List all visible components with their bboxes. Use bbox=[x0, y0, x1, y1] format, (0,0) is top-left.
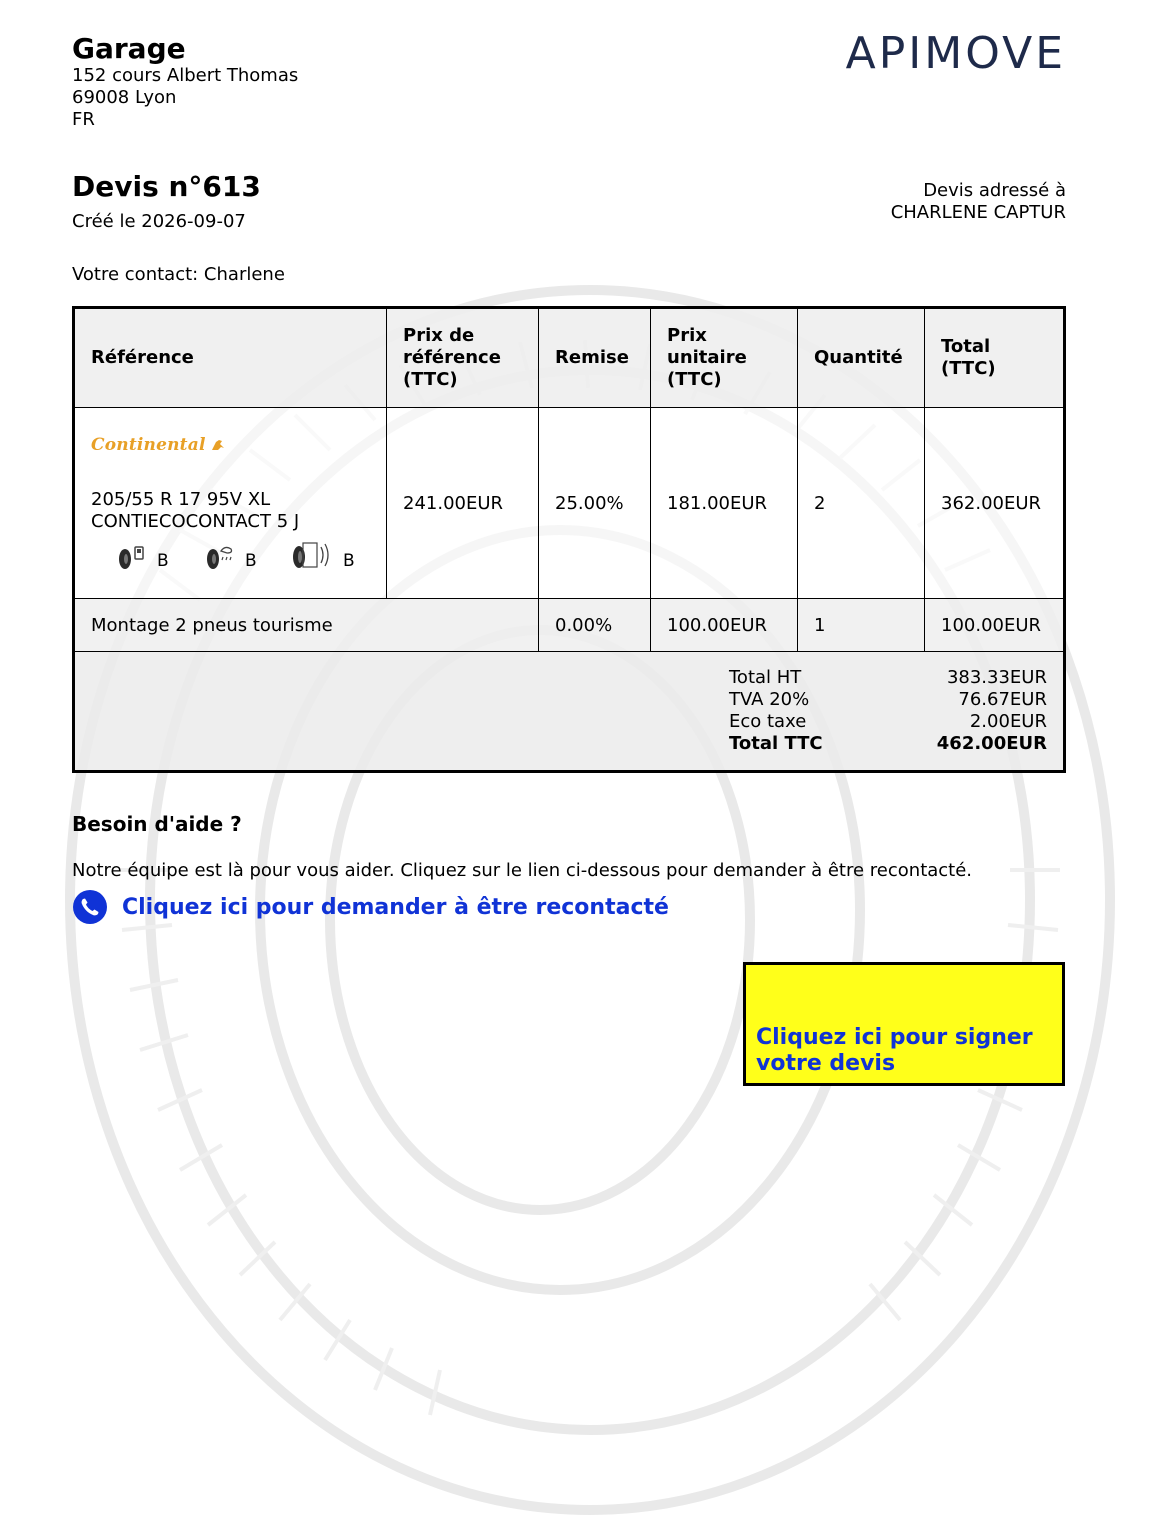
discount-cell: 0.00% bbox=[539, 599, 651, 652]
totals-row bbox=[74, 652, 1065, 772]
fuel-label bbox=[91, 543, 179, 571]
phone-icon bbox=[72, 889, 108, 925]
eco-tax-value: 2.00EUR bbox=[969, 711, 1047, 732]
tire-description bbox=[91, 489, 370, 533]
horse-icon bbox=[210, 438, 226, 452]
discount-cell: 25.00% bbox=[539, 408, 651, 599]
noise-label bbox=[267, 539, 355, 571]
tire-size: 205/55 R 17 95V XL bbox=[91, 489, 271, 510]
brand-name: Continental bbox=[91, 435, 206, 455]
fuel-efficiency-icon bbox=[113, 543, 147, 571]
fuel-grade: B bbox=[157, 551, 169, 571]
garage-address-line2: 69008 Lyon bbox=[72, 87, 177, 108]
table-row bbox=[74, 408, 1065, 599]
unit-price-cell: 100.00EUR bbox=[651, 599, 798, 652]
header-discount: Remise bbox=[539, 308, 651, 408]
recipient-name: CHARLENE CAPTUR bbox=[890, 202, 1066, 223]
noise-icon bbox=[289, 539, 333, 571]
header-reference: Référence bbox=[74, 308, 387, 408]
help-title: Besoin d'aide ? bbox=[72, 812, 242, 836]
total-cell: 362.00EUR bbox=[925, 408, 1065, 599]
noise-grade: B bbox=[343, 551, 355, 571]
wet-grip-grade: B bbox=[245, 551, 257, 571]
garage-info bbox=[72, 33, 298, 131]
tire-model: CONTIECOCONTACT 5 J bbox=[91, 511, 300, 532]
table-row bbox=[74, 599, 1065, 652]
recipient-label: Devis adressé à bbox=[923, 180, 1066, 201]
unit-price-cell: 181.00EUR bbox=[651, 408, 798, 599]
eco-tax-label: Eco taxe bbox=[729, 711, 807, 732]
total-ht-label: Total HT bbox=[729, 667, 802, 688]
totals-summary bbox=[729, 667, 1047, 755]
vat-value: 76.67EUR bbox=[958, 689, 1047, 710]
garage-address-line1: 152 cours Albert Thomas bbox=[72, 65, 299, 86]
quote-created-date: Créé le 2026-09-07 bbox=[72, 211, 246, 232]
header-total: Total (TTC) bbox=[925, 308, 1065, 408]
quantity-cell: 2 bbox=[798, 408, 925, 599]
callback-link-label[interactable]: Cliquez ici pour demander à être recontacté bbox=[122, 894, 669, 920]
quote-table bbox=[72, 306, 1066, 773]
service-description-cell: Montage 2 pneus tourisme bbox=[74, 599, 539, 652]
vat-label: TVA 20% bbox=[729, 689, 810, 710]
tire-reference-cell bbox=[74, 408, 387, 599]
table-header-row bbox=[74, 308, 1065, 408]
logo-text: APIMOVE bbox=[845, 27, 1066, 79]
total-ttc-label: Total TTC bbox=[729, 733, 823, 754]
header-reference-price: Prix de référence (TTC) bbox=[387, 308, 539, 408]
apimove-logo bbox=[845, 27, 1066, 79]
help-text: Notre équipe est là pour vous aider. Cliquez sur le lien ci-dessous pour demander à être recontacté. bbox=[72, 860, 973, 881]
callback-link[interactable] bbox=[72, 889, 669, 925]
eu-tire-labels bbox=[91, 539, 370, 571]
quantity-cell: 1 bbox=[798, 599, 925, 652]
garage-name: Garage bbox=[72, 32, 186, 65]
header-quantity: Quantité bbox=[798, 308, 925, 408]
total-ttc-value: 462.00EUR bbox=[936, 733, 1047, 754]
garage-country: FR bbox=[72, 109, 95, 130]
total-ht-value: 383.33EUR bbox=[946, 667, 1047, 688]
header-unit-price: Prix unitaire (TTC) bbox=[651, 308, 798, 408]
quote-contact: Votre contact: Charlene bbox=[72, 264, 285, 285]
quote-recipient bbox=[891, 180, 1066, 224]
sign-quote-label[interactable]: Cliquez ici pour signer votre devis bbox=[756, 1025, 1033, 1076]
wet-grip-label bbox=[179, 543, 267, 571]
total-cell: 100.00EUR bbox=[925, 599, 1065, 652]
continental-logo bbox=[91, 435, 370, 455]
reference-price-cell: 241.00EUR bbox=[387, 408, 539, 599]
wet-grip-icon bbox=[201, 543, 235, 571]
sign-quote-button[interactable] bbox=[743, 962, 1065, 1086]
quote-title: Devis n°613 bbox=[72, 170, 261, 203]
totals-cell bbox=[74, 652, 1065, 772]
